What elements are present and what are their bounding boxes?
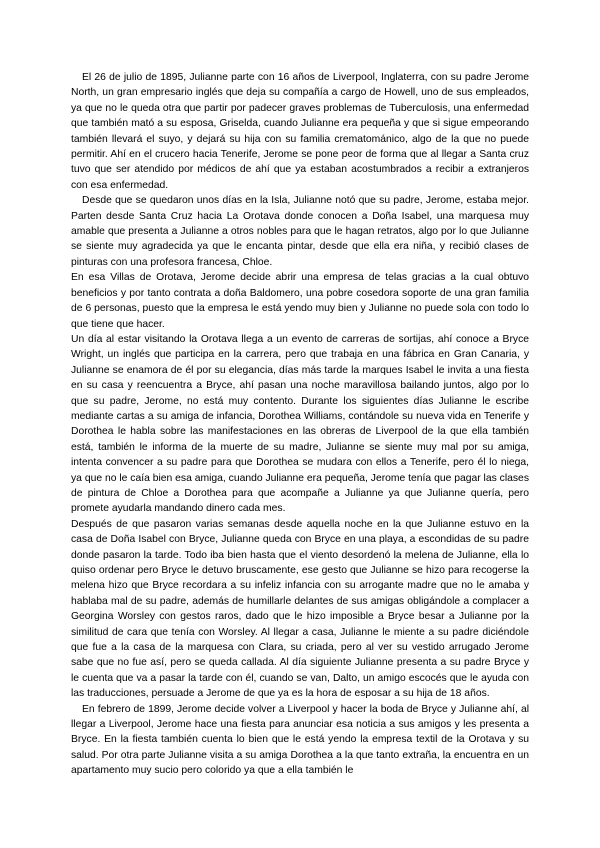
paragraph-6: En febrero de 1899, Jerome decide volver a Liverpool y hacer la boda de Bryce y Julianne ahí, al llegar a Liverpool, Jerome hace una fiesta para anunciar esa noticia a sus amigos y les presenta a Bryce. En la fiesta también cuenta lo bien que le está yendo la empresa textil de la Orotava y su salud. Por otra parte Julianne visita a su amiga Dorothea a la que tanto extraña, la encuentra en un apartamento muy sucio pero colorido ya que a ella también le	[71, 703, 529, 777]
paragraph-3: En esa Villas de Orotava, Jerome decide abrir una empresa de telas gracias a la cual obtuvo beneficios y por tanto contrata a doña Baldomero, una pobre cosedora soporte de una gran familia de 6 personas, puesto que la empresa le está yendo muy bien y Julianne no puede sola con todo lo que tiene que hacer.	[71, 272, 529, 330]
paragraph-2: Desde que se quedaron unos días en la Isla, Julianne notó que su padre, Jerome, estaba mejor. Parten desde Santa Cruz hacia La Orotava donde conocen a Doña Isabel, una marquesa muy amable que presenta a Julianne a otros nobles para que le hagan retratos, algo por lo que Julianne se siente muy agradecida ya que le encanta pintar, desde que ella era niña, y recibió clases de pinturas con una profesora francesa, Chloe.	[71, 195, 529, 268]
paragraph-1: El 26 de julio de 1895, Julianne parte con 16 años de Liverpool, Inglaterra, con su padre Jerome North, un gran empresario inglés que deja su compañía a cargo de Howell, uno de sus empleados, ya que no le queda otra que partir por padecer graves problemas de Tuberculosis, una enfermedad que también mató a su esposa, Griselda, cuando Julianne era pequeña y que si sigue empeorando también llevará el suyo, y dejará su hija con su familia crematománico, algo de la que no puede permitir. Ahí en el crucero hacia Tenerife, Jerome se pone peor de forma que al llegar a Santa cruz tuvo que ser atendido por médicos de ahí que ya estaban acostumbrados a recibir a extranjeros con esa enfermedad.	[71, 72, 529, 191]
paragraph-5: Después de que pasaron varias semanas desde aquella noche en la que Julianne estuvo en la casa de Doña Isabel con Bryce, Julianne queda con Bryce en una playa, a escondidas de su padre donde pasaron la tarde. Todo iba bien hasta que el viento desordenó la melena de Julianne, ella lo quiso ordenar pero Bryce le detuvo bruscamente, ese gesto que Julianne se hizo para recogerse la melena hizo que Bryce recordara a su infeliz infancia con su arrogante madre que no le amaba y hablaba mal de su padre, además de humillarle delantes de sus amigas obligándole a complacer a Georgina Worsley con gestos raros, dado que le hizo imposible a Bryce besar a Julianne por la similitud de cara que tenía con Worsley. Al llegar a casa, Julianne le miente a su padre diciéndole que fue a la casa de la marquesa con Clara, su criada, pero al ver su vestido arrugado Jerome sabe que no fue así, pero se queda callada. Al día siguiente Julianne presenta a su padre Bryce y le cuenta que va a pasar la tarde con él, cuando se van, Dalto, un amigo escocés que le ayuda con las traducciones, persuade a Jerome de que ya es la hora de esposar a su hija de 18 años.	[71, 518, 529, 700]
paragraph-4: Un día al estar visitando la Orotava llega a un evento de carreras de sortijas, ahí conoce a Bryce Wright, un inglés que participa en la carrera, pero que trabaja en una fábrica en Gran Canaria, y Julianne se enamora de él por su elegancia, días más tarde la marques Isabel le invita a una fiesta en su casa y reencuentra a Bryce, ahí pasan una noche maravillosa bailando juntos, algo por lo que su padre, Jerome, no está muy contento. Durante los siguientes días Julianne le escribe mediante cartas a su amiga de infancia, Dorothea Williams, contándole su nueva vida en Tenerife y Dorothea le habla sobre las manifestaciones en las obreras de Liverpool de la que ella también está, también le informa de la muerte de su madre, Julianne se siente muy mal por su amiga, intenta convencer a su padre para que Dorothea se mudara con ellos a Tenerife, pero él lo niega, ya que no le caía bien esa amiga, cuando Julianne era pequeña, Jerome tenía que pagar las clases de pintura de Chloe a Dorothea para que acompañe a Julianne ya que Julianne quería, pero promete ayudarla mandando dinero cada mes.	[71, 333, 529, 515]
document-page	[71, 70, 529, 779]
